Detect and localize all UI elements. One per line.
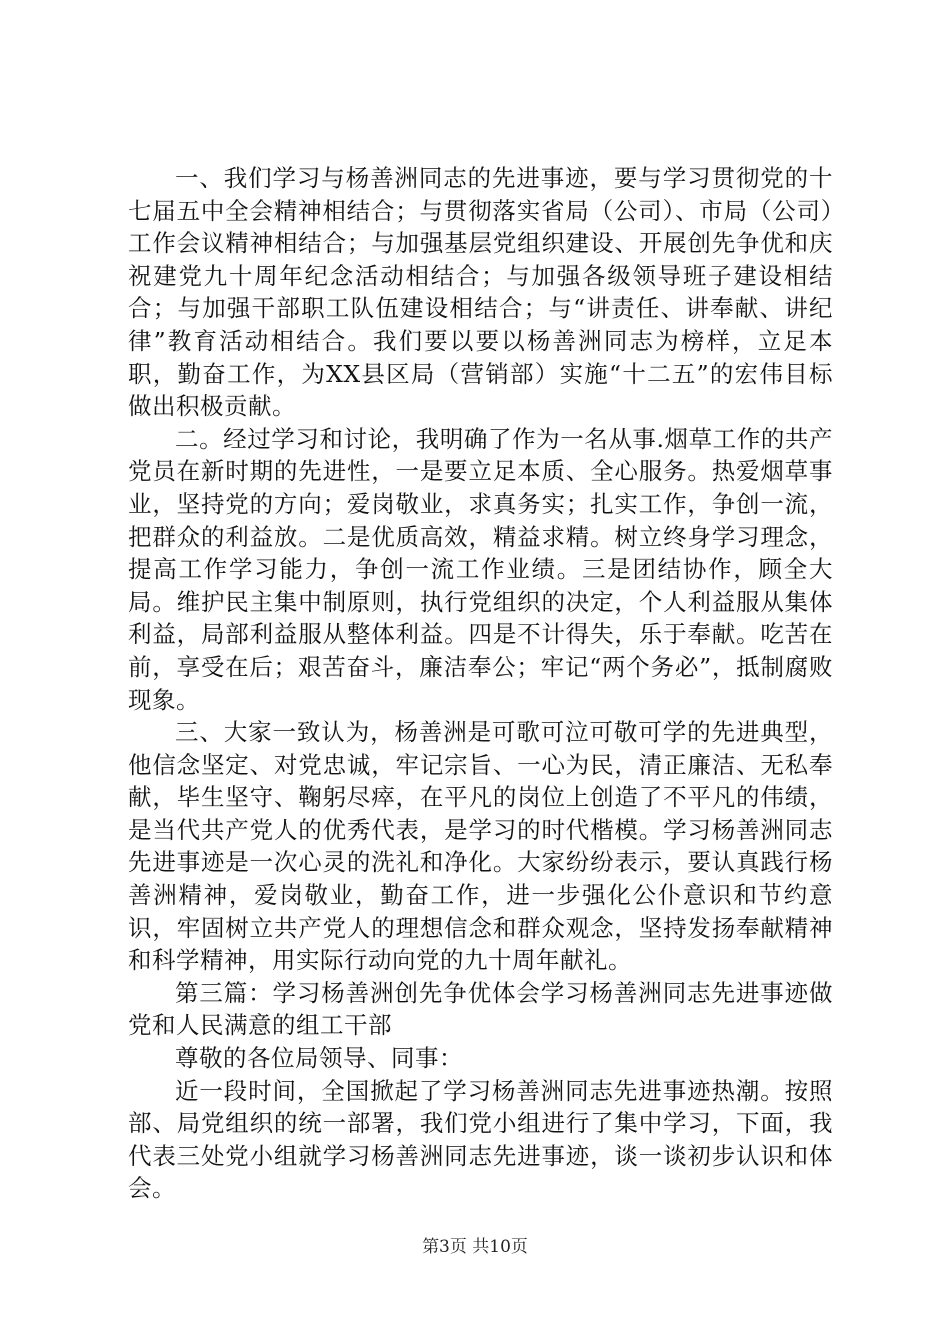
paragraph-two: 二。经过学习和讨论，我明确了作为一名从事.烟草工作的共产党员在新时期的先进性，一是要立足本质、全心服务。热爱烟草事业，坚持党的方向；爱岗敬业，求真务实；扎实工作，争创一流，把群众的利益放。二是优质高效，精益求精。树立终身学习理念，提高工作学习能力，争创一流工作业绩。三是团结协作，顾全大局。维护民主集中制原则，执行党组织的决定，个人利益服从集体利益，局部利益服从整体利益。四是不计得失，乐于奉献。吃苦在前，享受在后；艰苦奋斗，廉洁奉公；牢记“两个务必”，抵制腐败现象。 xyxy=(128,424,833,714)
page-number: 第3页 共10页 xyxy=(422,1237,528,1257)
document-body xyxy=(128,162,833,1205)
salutation: 尊敬的各位局领导、同事： xyxy=(175,1044,463,1073)
paragraph-one: 一、我们学习与杨善洲同志的先进事迹，要与学习贯彻党的十七届五中全会精神相结合；与贯彻落实省局（公司）、市局（公司）工作会议精神相结合；与加强基层党组织建设、开展创先争优和庆祝建党九十周年纪念活动相结合；与加强各级领导班子建设相结合；与加强干部职工队伍建设相结合；与“讲责任、讲奉献、讲纪律”教育活动相结合。我们要以要以杨善洲同志为榜样，立足本职，勤奋工作，为XX县区局（营销部）实施“十二五”的宏伟目标做出积极贡献。 xyxy=(128,164,833,421)
paragraph-intro: 近一段时间，全国掀起了学习杨善洲同志先进事迹热潮。按照部、局党组织的统一部署，我们党小组进行了集中学习，下面，我代表三处党小组就学习杨善洲同志先进事迹，谈一谈初步认识和体会。 xyxy=(128,1076,833,1203)
section-heading: 第三篇：学习杨善洲创先争优体会学习杨善洲同志先进事迹做党和人民满意的组工干部 xyxy=(128,978,833,1040)
paragraph-three: 三、大家一致认为，杨善洲是可歌可泣可敬可学的先进典型，他信念坚定、对党忠诚，牢记宗旨、一心为民，清正廉洁、无私奉献，毕生坚守、鞠躬尽瘁，在平凡的岗位上创造了不平凡的伟绩，是当代共产党人的优秀代表，是学习的时代楷模。学习杨善洲同志先进事迹是一次心灵的洗礼和净化。大家纷纷表示，要认真践行杨善洲精神，爱岗敬业，勤奋工作，进一步强化公仆意识和节约意识，牢固树立共产党人的理想信念和群众观念，坚持发扬奉献精神和科学精神，用实际行动向党的九十周年献礼。 xyxy=(128,718,833,975)
